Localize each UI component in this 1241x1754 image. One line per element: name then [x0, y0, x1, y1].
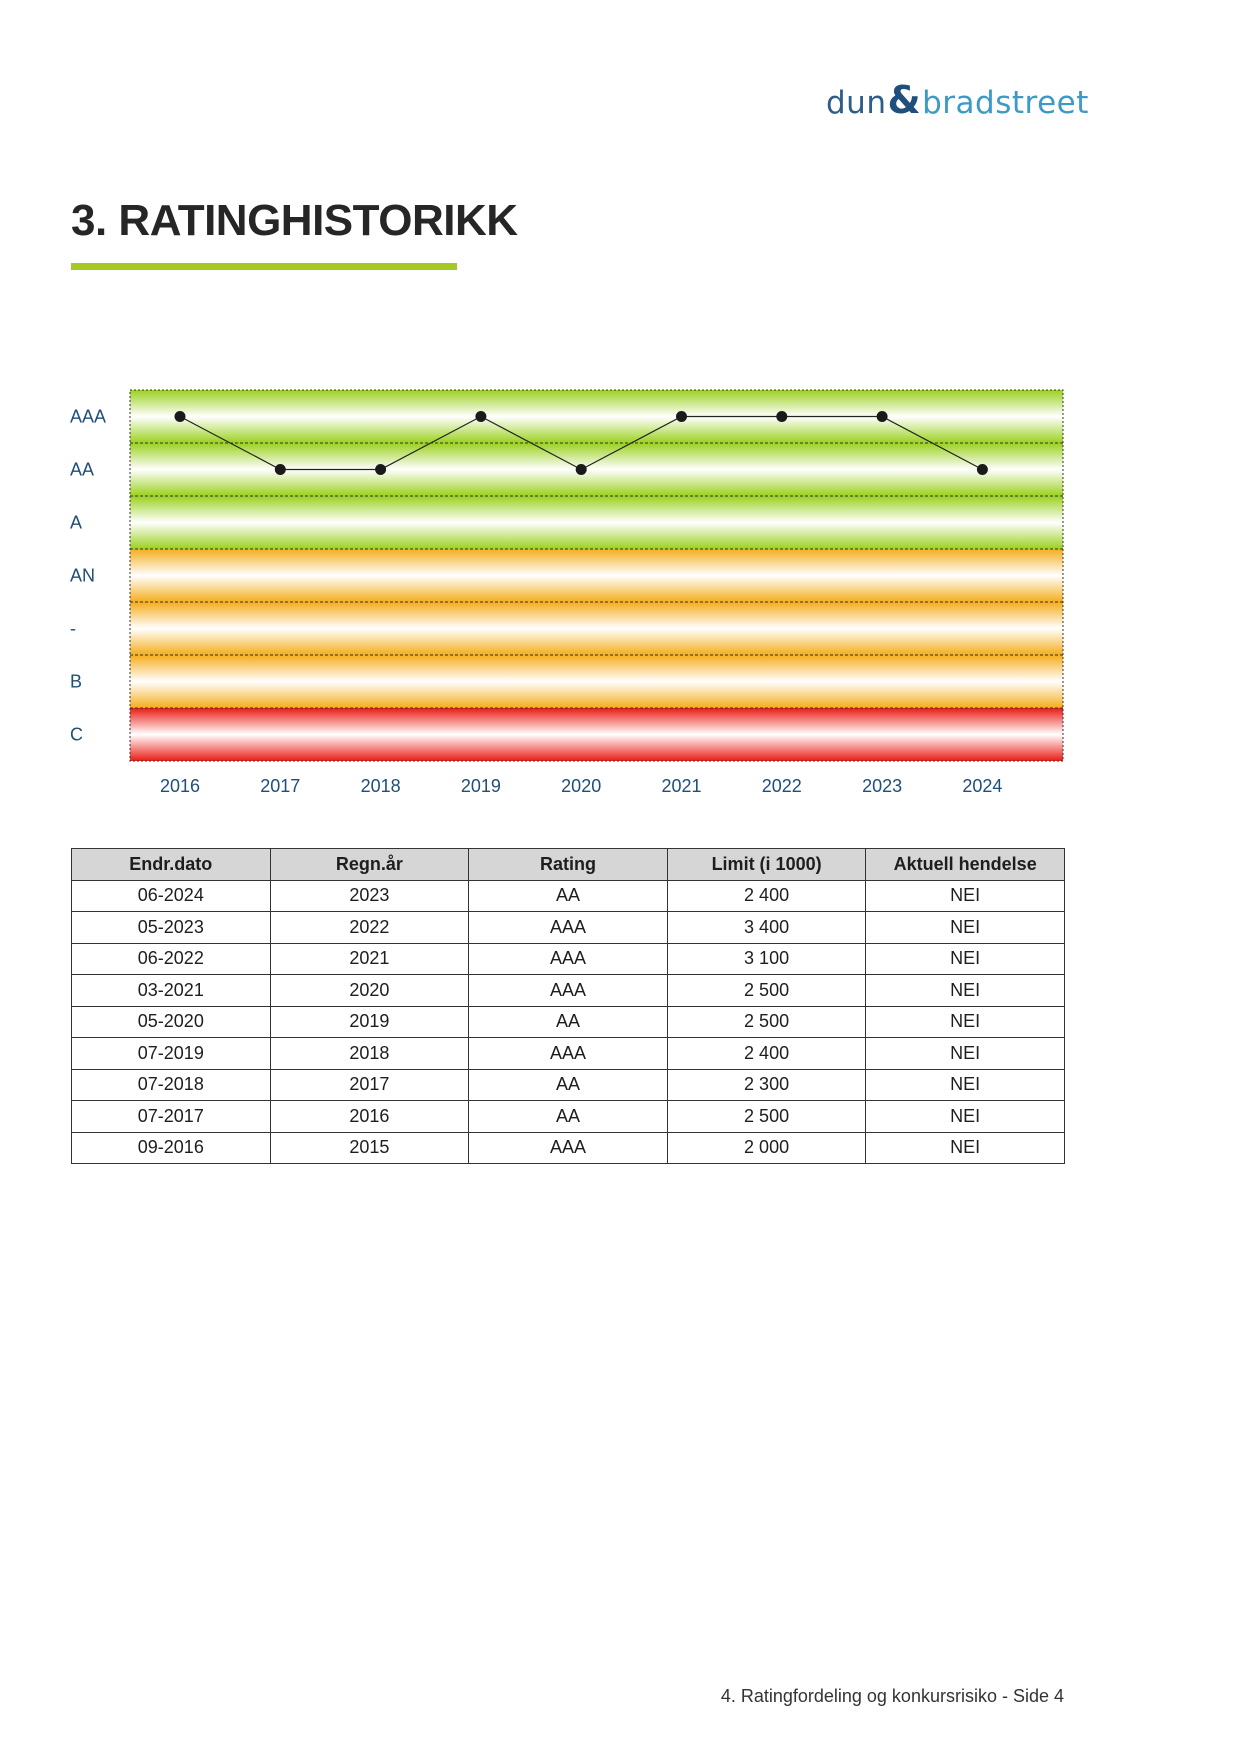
table-cell: 07-2019 [72, 1038, 271, 1070]
table-cell: AAA [469, 912, 668, 944]
table-cell: 2 000 [667, 1132, 866, 1164]
x-tick-label: 2022 [761, 776, 802, 796]
data-point-2022 [776, 411, 787, 422]
rating-band-5 [130, 655, 1063, 708]
table-cell: AAA [469, 943, 668, 975]
table-cell: NEI [866, 880, 1065, 912]
data-point-2016 [175, 411, 186, 422]
table-cell: 2 500 [667, 1101, 866, 1133]
table-row [72, 943, 1065, 975]
table-cell: 2017 [270, 1069, 469, 1101]
table-cell: 2023 [270, 880, 469, 912]
table-cell: AAA [469, 1038, 668, 1070]
rating-bands [130, 390, 1063, 761]
table-cell: 2 400 [667, 880, 866, 912]
table-header-cell: Aktuell hendelse [866, 849, 1065, 881]
table-cell: 2015 [270, 1132, 469, 1164]
x-tick-label: 2018 [360, 776, 401, 796]
table-header-cell: Limit (i 1000) [667, 849, 866, 881]
table-cell: 03-2021 [72, 975, 271, 1007]
table-cell: NEI [866, 912, 1065, 944]
rating-history-table [71, 848, 1065, 1164]
table-cell: AA [469, 880, 668, 912]
y-tick-label: AN [70, 565, 96, 586]
table-cell: 2016 [270, 1101, 469, 1133]
table-cell: NEI [866, 1069, 1065, 1101]
rating-history-chart [60, 380, 1070, 800]
data-point-2021 [676, 411, 687, 422]
table-cell: AA [469, 1101, 668, 1133]
x-tick-label: 2019 [460, 776, 501, 796]
table-row [72, 880, 1065, 912]
x-tick-label: 2016 [159, 776, 201, 796]
table-cell: 2 500 [667, 1006, 866, 1038]
table-row [72, 1006, 1065, 1038]
rating-band-1 [130, 443, 1063, 496]
y-axis-labels [70, 407, 106, 745]
title-underline [71, 263, 457, 270]
data-point-2023 [877, 411, 888, 422]
table-header-cell: Rating [469, 849, 668, 881]
table-cell: NEI [866, 1038, 1065, 1070]
table-cell: 09-2016 [72, 1132, 271, 1164]
page-footer: 4. Ratingfordeling og konkursrisiko - Side 4 [720, 1686, 1064, 1706]
table-cell: 07-2018 [72, 1069, 271, 1101]
logo-text-bradstreet: bradstreet [922, 85, 1089, 121]
table-cell: NEI [866, 975, 1065, 1007]
table-cell: 3 400 [667, 912, 866, 944]
table-cell: 2022 [270, 912, 469, 944]
table-row [72, 1038, 1065, 1070]
table-cell: 2018 [270, 1038, 469, 1070]
rating-band-2 [130, 496, 1063, 549]
table-body [72, 880, 1065, 1164]
dun-bradstreet-logo [826, 78, 1089, 122]
table-cell: NEI [866, 1006, 1065, 1038]
rating-band-0 [130, 390, 1063, 443]
table-cell: 2 500 [667, 975, 866, 1007]
table-cell: 2020 [270, 975, 469, 1007]
logo-text-dun: dun [826, 85, 887, 121]
data-point-2019 [475, 411, 486, 422]
x-tick-label: 2020 [561, 776, 602, 796]
table-cell: 05-2020 [72, 1006, 271, 1038]
table-cell: NEI [866, 1132, 1065, 1164]
table-cell: 2 400 [667, 1038, 866, 1070]
table-header-cell: Endr.dato [72, 849, 271, 881]
table-cell: 2019 [270, 1006, 469, 1038]
data-point-2017 [275, 464, 286, 475]
table-cell: 07-2017 [72, 1101, 271, 1133]
y-tick-label: AA [70, 459, 95, 480]
table-cell: NEI [866, 1101, 1065, 1133]
y-tick-label: C [70, 724, 83, 745]
table-header-row [72, 849, 1065, 881]
y-tick-label: A [70, 512, 83, 533]
data-point-2020 [576, 464, 587, 475]
table-cell: AAA [469, 1132, 668, 1164]
table-cell: 05-2023 [72, 912, 271, 944]
x-tick-label: 2023 [862, 776, 903, 796]
table-row [72, 1069, 1065, 1101]
table-cell: 2021 [270, 943, 469, 975]
page-title: 3. RATINGHISTORIKK [71, 196, 518, 245]
data-point-2024 [977, 464, 988, 475]
data-point-2018 [375, 464, 386, 475]
table-cell: AA [469, 1069, 668, 1101]
table-cell: 06-2024 [72, 880, 271, 912]
x-tick-label: 2021 [661, 776, 702, 796]
x-axis-labels [160, 776, 1002, 796]
x-tick-label: 2024 [962, 776, 1003, 796]
table-row [72, 1132, 1065, 1164]
table-cell: 06-2022 [72, 943, 271, 975]
rating-band-4 [130, 602, 1063, 655]
table-cell: AAA [469, 975, 668, 1007]
table-cell: NEI [866, 943, 1065, 975]
table-cell: 3 100 [667, 943, 866, 975]
table-cell: AA [469, 1006, 668, 1038]
x-tick-label: 2017 [260, 776, 301, 796]
table-row [72, 975, 1065, 1007]
y-tick-label: B [70, 671, 83, 692]
rating-band-3 [130, 549, 1063, 602]
y-tick-label: - [70, 618, 76, 639]
table-cell: 2 300 [667, 1069, 866, 1101]
table-row [72, 1101, 1065, 1133]
rating-band-6 [130, 708, 1063, 761]
table-row [72, 912, 1065, 944]
y-tick-label: AAA [70, 406, 107, 427]
table-header-cell: Regn.år [270, 849, 469, 881]
logo-ampersand: & [887, 78, 922, 122]
